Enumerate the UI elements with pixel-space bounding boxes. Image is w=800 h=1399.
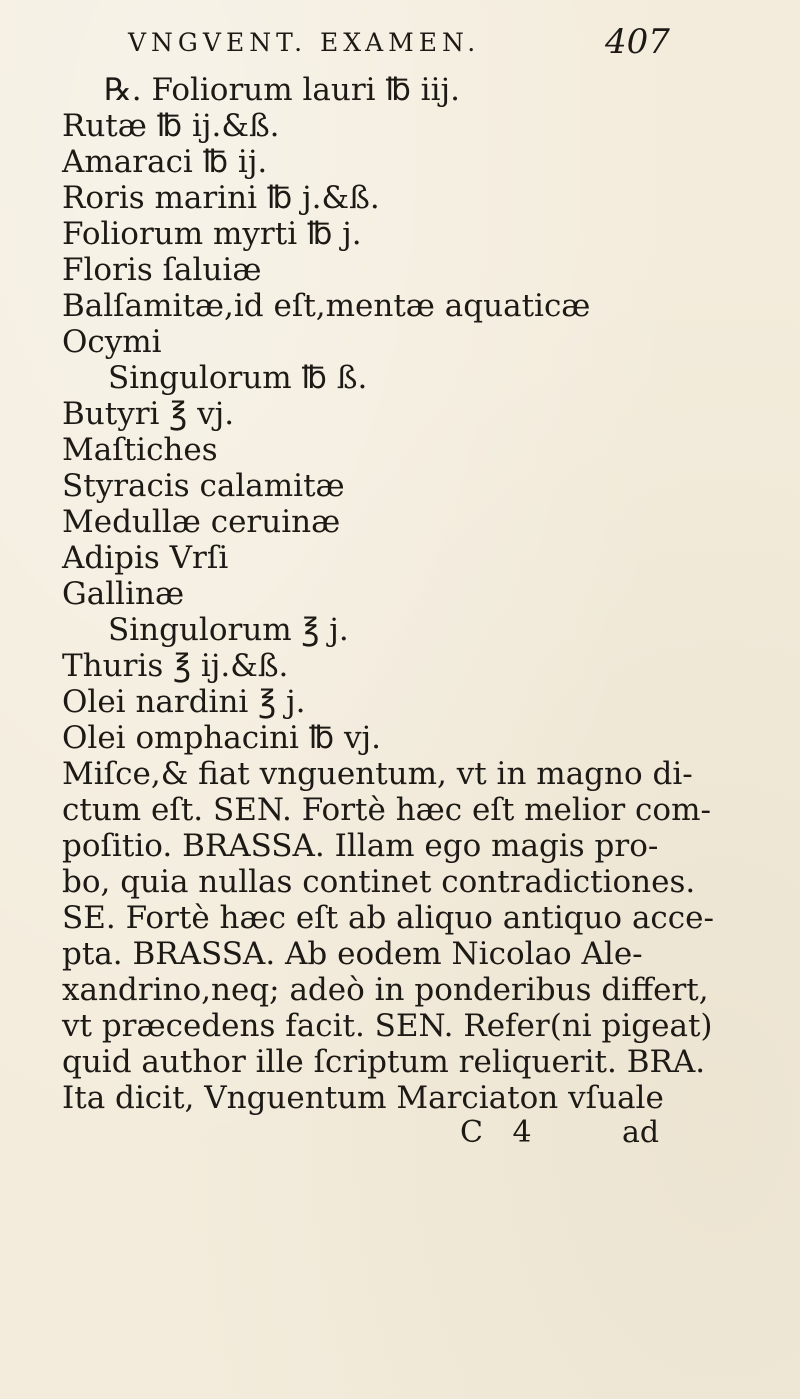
text-line: Adipis Vrſi (62, 540, 229, 576)
text-line: poſitio. BRASSA. Illam ego magis pro- (62, 828, 659, 864)
text-line: Ocymi (62, 324, 162, 360)
text-line: Butyri ℥ vj. (62, 396, 235, 432)
text-line: Amaraci ℔ ij. (62, 144, 268, 180)
text-line: Medullæ ceruinæ (62, 504, 341, 540)
text-line: Foliorum myrti ℔ j. (62, 216, 362, 252)
text-line: Rutæ ℔ ij.&ß. (62, 108, 280, 144)
text-line: Maſtiches (62, 432, 218, 468)
running-head (0, 22, 800, 62)
text-line: Olei omphacini ℔ vj. (62, 720, 381, 756)
text-line: Gallinæ (62, 576, 185, 612)
text-line: Miſce,& fiat vnguentum, vt in magno di- (62, 756, 693, 792)
text-line: Balſamitæ,id eſt,mentæ aquaticæ (62, 288, 591, 324)
text-line: xandrino,neq; adeò in ponderibus differt, (62, 972, 709, 1008)
text-line: Singulorum ℥ j. (108, 612, 349, 648)
running-title: VNGVENT. EXAMEN. (128, 28, 481, 57)
text-line: Styracis calamitæ (62, 468, 345, 504)
catchline (0, 1115, 800, 1155)
text-line: vt præcedens facit. SEN. Refer(ni pigeat) (62, 1008, 713, 1044)
text-line: Olei nardini ℥ j. (62, 684, 306, 720)
text-line: Ita dicit, Vnguentum Marciaton vſuale (62, 1080, 664, 1116)
text-line: Floris ſaluiæ (62, 252, 262, 288)
text-line: quid author ille ſcriptum reliquerit. BRA. (62, 1044, 706, 1080)
text-line: Thuris ℥ ij.&ß. (62, 648, 289, 684)
page-number: 407 (605, 22, 670, 62)
catchword: ad (622, 1115, 660, 1150)
signature-mark: C 4 (460, 1115, 542, 1150)
text-line: pta. BRASSA. Ab eodem Nicolao Ale- (62, 936, 643, 972)
text-line: ctum eſt. SEN. Fortè hæc eſt melior com- (62, 792, 711, 828)
text-line: bo, quia nullas continet contradictiones. (62, 864, 696, 900)
text-line: Singulorum ℔ ß. (108, 360, 368, 396)
text-line: SE. Fortè hæc eſt ab aliquo antiquo acce- (62, 900, 714, 936)
text-line: ℞. Foliorum lauri ℔ iij. (104, 72, 460, 108)
text-line: Roris marini ℔ j.&ß. (62, 180, 380, 216)
